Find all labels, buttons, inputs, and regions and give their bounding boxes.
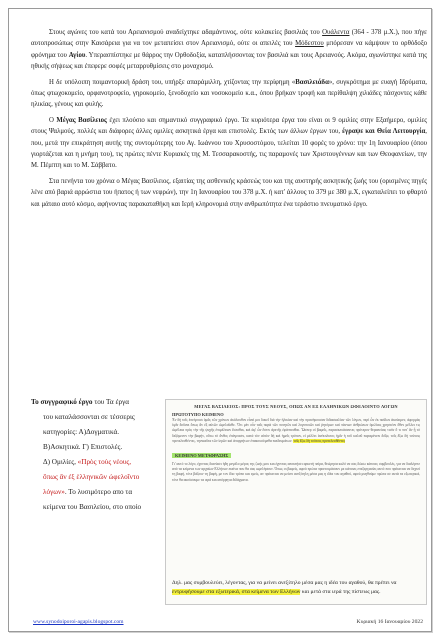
paragraph-4 [31, 176, 427, 210]
bold-run: Αγίου [68, 51, 86, 59]
text-run: του Τα έργα [92, 398, 130, 406]
bold-run: έγραψε και Θεία Λειτουργία [342, 128, 426, 136]
link-valens[interactable]: Ουάλεντα [322, 29, 350, 36]
highlighted-phrase: εντρυφήσουμε στα εξωτερικά, στα κείμενα των Ελλήνων [172, 588, 301, 595]
inset-translation-text: Γι' αυτό το λόγο, έχοντας διανύσει ήδη μεγάλο μέρος της ζωής μου και έχοντας αποκτήσει αρκετή πείρα, θεώρησα καλό να σας δώσω κάποιες συμβουλές, για να διαλέγετε από τα κείμενα των αρχαίων Ελλήνων εκείνα που θα σας ωφελήσουν. Όπως οι βαφείς, αφού πρώτα προετοιμάσουν με κάποιες επεξεργασίες αυτό που πρόκειται να δεχτεί τη βαφή, τότε βάζουν τη βαφή, με τον ίδιο τρόπο και εμείς, αν πρόκειται να μείνει ανεξίτηλη μέσα μας η ιδέα του αγαθού, αφού μυηθούμε πρώτα σε αυτά τα εξωτερικά, τότε θα ακούσουμε τα ιερά και απόρρητα διδάγματα. [172, 462, 420, 482]
inset-image-text [165, 399, 427, 605]
works-line [31, 455, 159, 470]
inset-heading-original: ΠΡΩΤΟΤΥΠΟ ΚΕΙΜΕΝΟ [172, 412, 224, 417]
inset-commentary [172, 579, 420, 596]
text-run: . Υπερασπίστηκε με θάρρος την Ορθοδοξία, καταπλήσσοντας τον βασιλιά και τους Αρειανούς. Ακόμα, αγωνίστηκε κατά της ηθικής σήψεως και έπεφερε σοφές μεταρρυθμίσεις στο μοναχισμό. [31, 51, 427, 71]
works-column [31, 395, 159, 515]
inset-heading-translation: ΚΕΙΜΕΝΟ ΜΕΤΑΦΡΑΣΗΣ [172, 453, 231, 458]
works-line: ὅπως ἂν ἐξ ἑλληνικῶν ὠφελοῖντο [43, 473, 140, 481]
text-run: Δηλ. μας συμβουλεύει, λέγοντας, για να μείνει ανεξίτηλο μέσα μας η ιδέα του αγαθού, θα πρέπει να [172, 580, 397, 586]
text-run: Στα πενήντα του χρόνια ο Μέγας Βασίλειος, εξαιτίας της ασθενικής κράσεώς του και της αυστηρής ασκητικής ζωής του (ορισμένες πηγές λένε από βαριά αρρώστια του ήπατος ή των νεφρών), την 1η Ιανουαρίου του 378 μ.Χ. ή κατ' άλλους το 379 με 380 μ.Χ, εγκαταλείπει το φθαρτό και μάταιο αυτό κόσμο, αφήνοντας παρακαταθήκη και Ιερή κληρονομιά στην ανθρωπότητα ένα τεράστιο πνευματικό έργο. [31, 177, 427, 208]
text-run: », συγκρότημα με ευαγή Ιδρύματα, όπως φτωχοκομείο, ορφανοτροφείο, γηροκομείο, ξενοδοχείο και νοσοκομείο κ.α., όπου βρήκαν τροφή και περίθαλψη χιλιάδες πάσχοντες κάθε ηλικίας, γένους και φυλής. [31, 78, 427, 109]
text-run: μπόρεσαν να κάμψουν το ορθόδοξο φρόνημα του [31, 40, 427, 59]
document-page [8, 8, 432, 632]
works-line: του καταλάσσονται σε τέσσερις [43, 413, 135, 421]
works-line: κατηγορίες: Α)Δογματικά. [43, 428, 120, 436]
text-run: (364 - 378 μ.Χ.), που πήγε αυτοπροσώπως στην Καισάρεια για να τον μεταπείσει στον Αρειανισμό, ούτε οι απειλές του [31, 29, 427, 48]
text-run: , που, μετά την επικράτηση αυτής της συντομότερης του Αγ. Ιωάννου του Χρυσοστόμου, τελείται 10 φορές το χρόνο: την 1η Ιανουαρίου (όπου γιορτάζεται και η μνήμη του), τις πρώτες πέντε Κυριακές της Μ. Τεσσαρακοστής, τις παραμονές των Χριστουγέννων και των Θεοφανείων, την Μ. Πέμπτη και το Μ. Σάββατο. [31, 128, 427, 170]
red-title: λόγων» [43, 488, 65, 496]
text-run: Στους αγώνες του κατά του Αρειανισμού αναδείχτηκε αδαμάντινος, ούτε κολακείες βασιλιάς του [49, 29, 323, 36]
link-modestos[interactable]: Μόδεστου [295, 40, 324, 48]
paragraph-3 [31, 115, 427, 172]
lower-section [31, 395, 427, 610]
page-body [31, 27, 427, 631]
works-line: Β)Ασκητικά. Γ) Επιστολές. [43, 443, 123, 451]
text-run: έχει πλούσιο και σημαντικό συγγραφικό έργο. Τα κυριότερα έργα του είναι οι 9 ομιλίες στην Εξαήμερο, ομιλίες στους Ψαλμούς, πολλές και διάφορες άλλες ομιλίες ασκητικά έργα και επιστολές. Εκτός των άλλων έργων του, [31, 116, 427, 136]
text-run: Δ) Ομιλίες, [43, 458, 78, 466]
text-run: Ἐν δὴ τοῖς ἐπείγουσι ὑμᾶς τῶν χρόνων ἀκόλουθον εἶναί μοι δοκεῖ διὰ τὴν ἡλικίαν καὶ τὴν προσήκουσαν διδασκαλίαν τῶν λόγων, περὶ ὧν ἐκ παίδων ἀκούομεν, ἀφορμὰς ὑμῖν δοῦναι ὅπως ἂν ἐξ αὐτῶν ὠφελοῖσθε. Ὅτι μὲν οὖν ταῖς παρὰ τῶν ποιητῶν καὶ λογοποιῶν καὶ ῥητόρων καὶ πάντων ἀνθρώπων ὁμιλίαις χρηστέον ὅθεν μέλλει τις ὠφέλεια πρὸς τὴν τῆς ψυχῆς ἐπιμέλειαν ἔσεσθαι, καὶ ἀφ' ὧν ἔστιν ἀρετῆς ἐφάπτεσθαι. Ὥσπερ οἱ βαφεῖς, παρασκευάσαντες πρότερον θεραπείαις τισὶν ὅ τι ποτ' ἂν ᾖ τὸ δεξόμενον τὴν βαφήν, οὕτω τὸ ἄνθος ἐπάγουσιν, κατὰ τὸν αὐτὸν δὴ καὶ ἡμεῖς τρόπον, εἰ μέλλει ἀνέκπλυτος ἡμῖν ἡ τοῦ καλοῦ παραμένειν δόξα, τοῖς ἔξω δὴ τούτοις προτελεσθέντες, τηνικαῦτα τῶν ἱερῶν καὶ ἀπορρήτων ἐπακουσόμεθα παιδευμάτων. [172, 418, 420, 443]
bold-run: Το συγγραφικό έργο [31, 398, 93, 406]
text-run: Ο [49, 116, 57, 124]
bold-run: Βασιλειάδα [295, 78, 329, 86]
highlighted-phrase: τοῖς ἔξω δὴ τούτοις προτελεσθέντες [293, 438, 346, 443]
red-title: «Πρὸς τοὺς νέους, [77, 458, 132, 466]
inset-original-text [172, 418, 420, 444]
text-run: . Το λυσιμότερο απο τα [64, 488, 133, 496]
paragraph-1 [31, 27, 427, 73]
works-line [31, 395, 159, 410]
works-line: κείμενα του Βασιλείου, στο οποίο [43, 503, 142, 511]
bold-run: Μέγας Βασίλειος [56, 116, 107, 124]
works-line [31, 485, 159, 500]
footer-link[interactable]: www.synodoiporoi-agapis.blogspot.com [33, 619, 124, 625]
inset-title: ΜΕΓΑΣ ΒΑΣΙΛΕΙΟΣ: ΠΡΟΣ ΤΟΥΣ ΝΕΟΥΣ, ΟΠΩΣ ΑΝ ΕΞ ΕΛΛΗΝΙΚΩΝ ΩΦΕΛΟΙΝΤΟ ΛΟΓΩΝ [194, 404, 398, 409]
footer-date: Κυριακή 16 Ιανουαρίου 2022 [356, 619, 423, 625]
paragraph-2 [31, 77, 427, 111]
text-run: και μετά στα ιερά της πίστεως μας. [300, 588, 381, 595]
text-run: Η δε υπόλοιπη ποιμαντορική δράση του, υπήρξε απαράμιλλη, χτίζοντας την περίφημη « [49, 78, 296, 86]
